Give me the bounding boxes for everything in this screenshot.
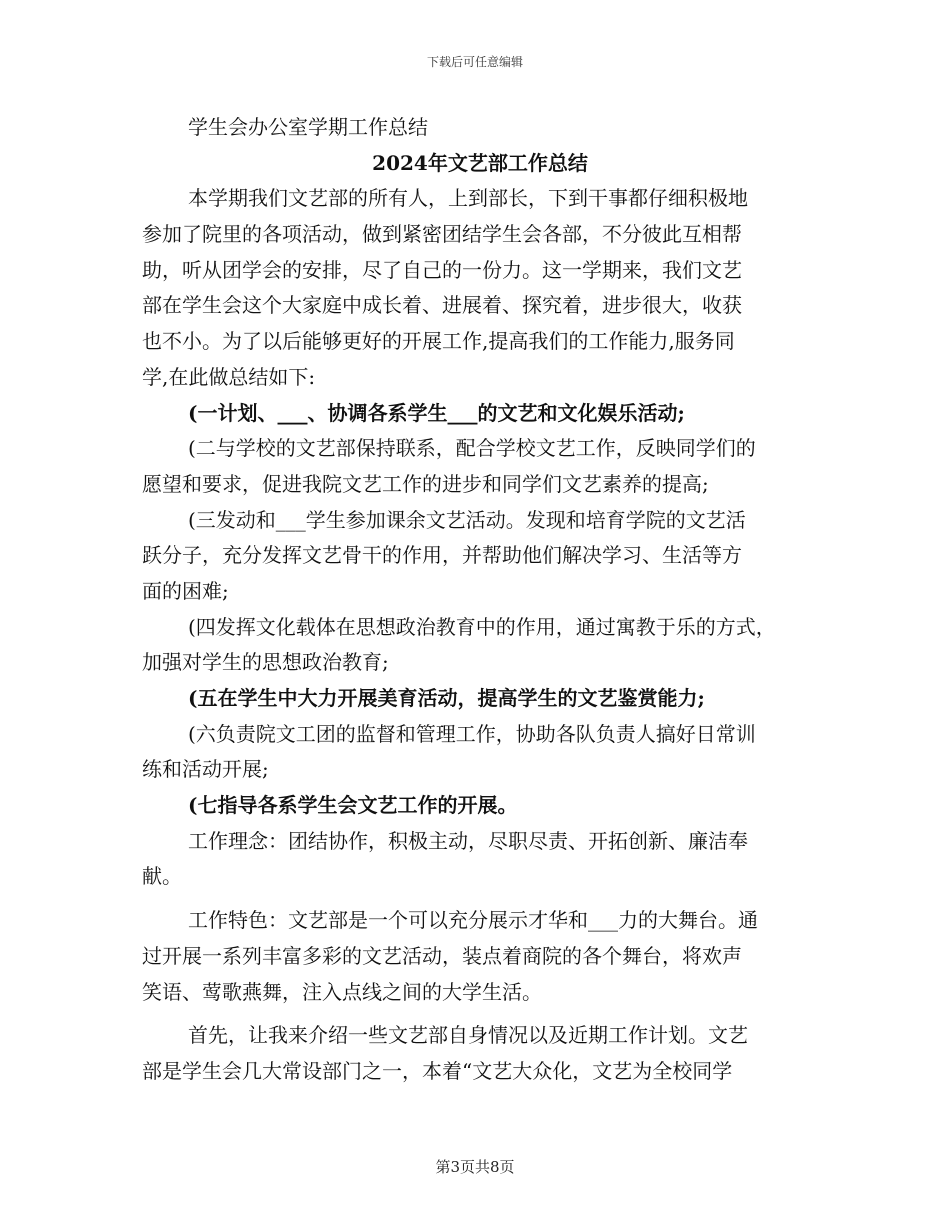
paragraph-line: 工作特色：文艺部是一个可以充分展示才华和___力的大舞台。通 bbox=[188, 908, 758, 933]
doc-title: 2024年文艺部工作总结 bbox=[372, 150, 588, 175]
paragraph-line: 献。 bbox=[142, 864, 182, 889]
paragraph-line: 助，听从团学会的安排，尽了自己的一份力。这一学期来，我们文艺 bbox=[142, 257, 742, 282]
document-body bbox=[142, 110, 818, 1090]
paragraph-line: 参加了院里的各项活动，做到紧密团结学生会各部，不分彼此互相帮 bbox=[142, 222, 742, 247]
doc-subtitle: 学生会办公室学期工作总结 bbox=[188, 115, 428, 139]
paragraph-line: 跃分子，充分发挥文艺骨干的作用，并帮助他们解决学习、生活等方 bbox=[142, 543, 742, 568]
page-header: 下载后可任意编辑 bbox=[426, 55, 523, 69]
list-item: (七指导各系学生会文艺工作的开展。 bbox=[188, 793, 518, 818]
list-item: (三发动和___学生参加课余文艺活动。发现和培育学院的文艺活 bbox=[188, 507, 746, 532]
paragraph-line: 加强对学生的思想政治教育; bbox=[142, 650, 389, 675]
paragraph-line: 笑语、莺歌燕舞，注入点线之间的大学生活。 bbox=[142, 979, 542, 1004]
paragraph-line: 练和活动开展; bbox=[142, 757, 269, 782]
paragraph-line: 部在学生会这个大家庭中成长着、进展着、探究着，进步很大，收获 bbox=[142, 293, 742, 318]
paragraph-line: 本学期我们文艺部的所有人，上到部长，下到干事都仔细积极地 bbox=[188, 186, 748, 211]
list-item: (一计划、___、协调各系学生___的文艺和文化娱乐活动; bbox=[188, 400, 685, 425]
paragraph-line: 也不小。为了以后能够更好的开展工作,提高我们的工作能力,服务同 bbox=[142, 329, 735, 354]
paragraph-line: 学,在此做总结如下: bbox=[142, 364, 316, 389]
list-item: (四发挥文化载体在思想政治教育中的作用，通过寓教于乐的方式， bbox=[188, 614, 776, 639]
page-footer: 第3页共8页 bbox=[435, 1158, 515, 1176]
paragraph-line: 首先，让我来介绍一些文艺部自身情况以及近期工作计划。文艺 bbox=[188, 1023, 748, 1048]
paragraph-line: 工作理念：团结协作，积极主动，尽职尽责、开拓创新、廉洁奉 bbox=[188, 828, 748, 853]
paragraph-line: 过开展一系列丰富多彩的文艺活动，装点着商院的各个舞台，将欢声 bbox=[142, 943, 742, 968]
list-item: (五在学生中大力开展美育活动，提高学生的文艺鉴赏能力; bbox=[188, 686, 705, 710]
list-item: (六负责院文工团的监督和管理工作，协助各队负责人搞好日常训 bbox=[188, 721, 756, 746]
paragraph-line: 愿望和要求，促进我院文艺工作的进步和同学们文艺素养的提高; bbox=[142, 471, 709, 496]
paragraph-line: 面的困难; bbox=[142, 578, 229, 603]
list-item: (二与学校的文艺部保持联系，配合学校文艺工作，反映同学们的 bbox=[188, 436, 756, 461]
paragraph-line: 部是学生会几大常设部门之一，本着“文艺大众化，文艺为全校同学 bbox=[142, 1058, 733, 1083]
